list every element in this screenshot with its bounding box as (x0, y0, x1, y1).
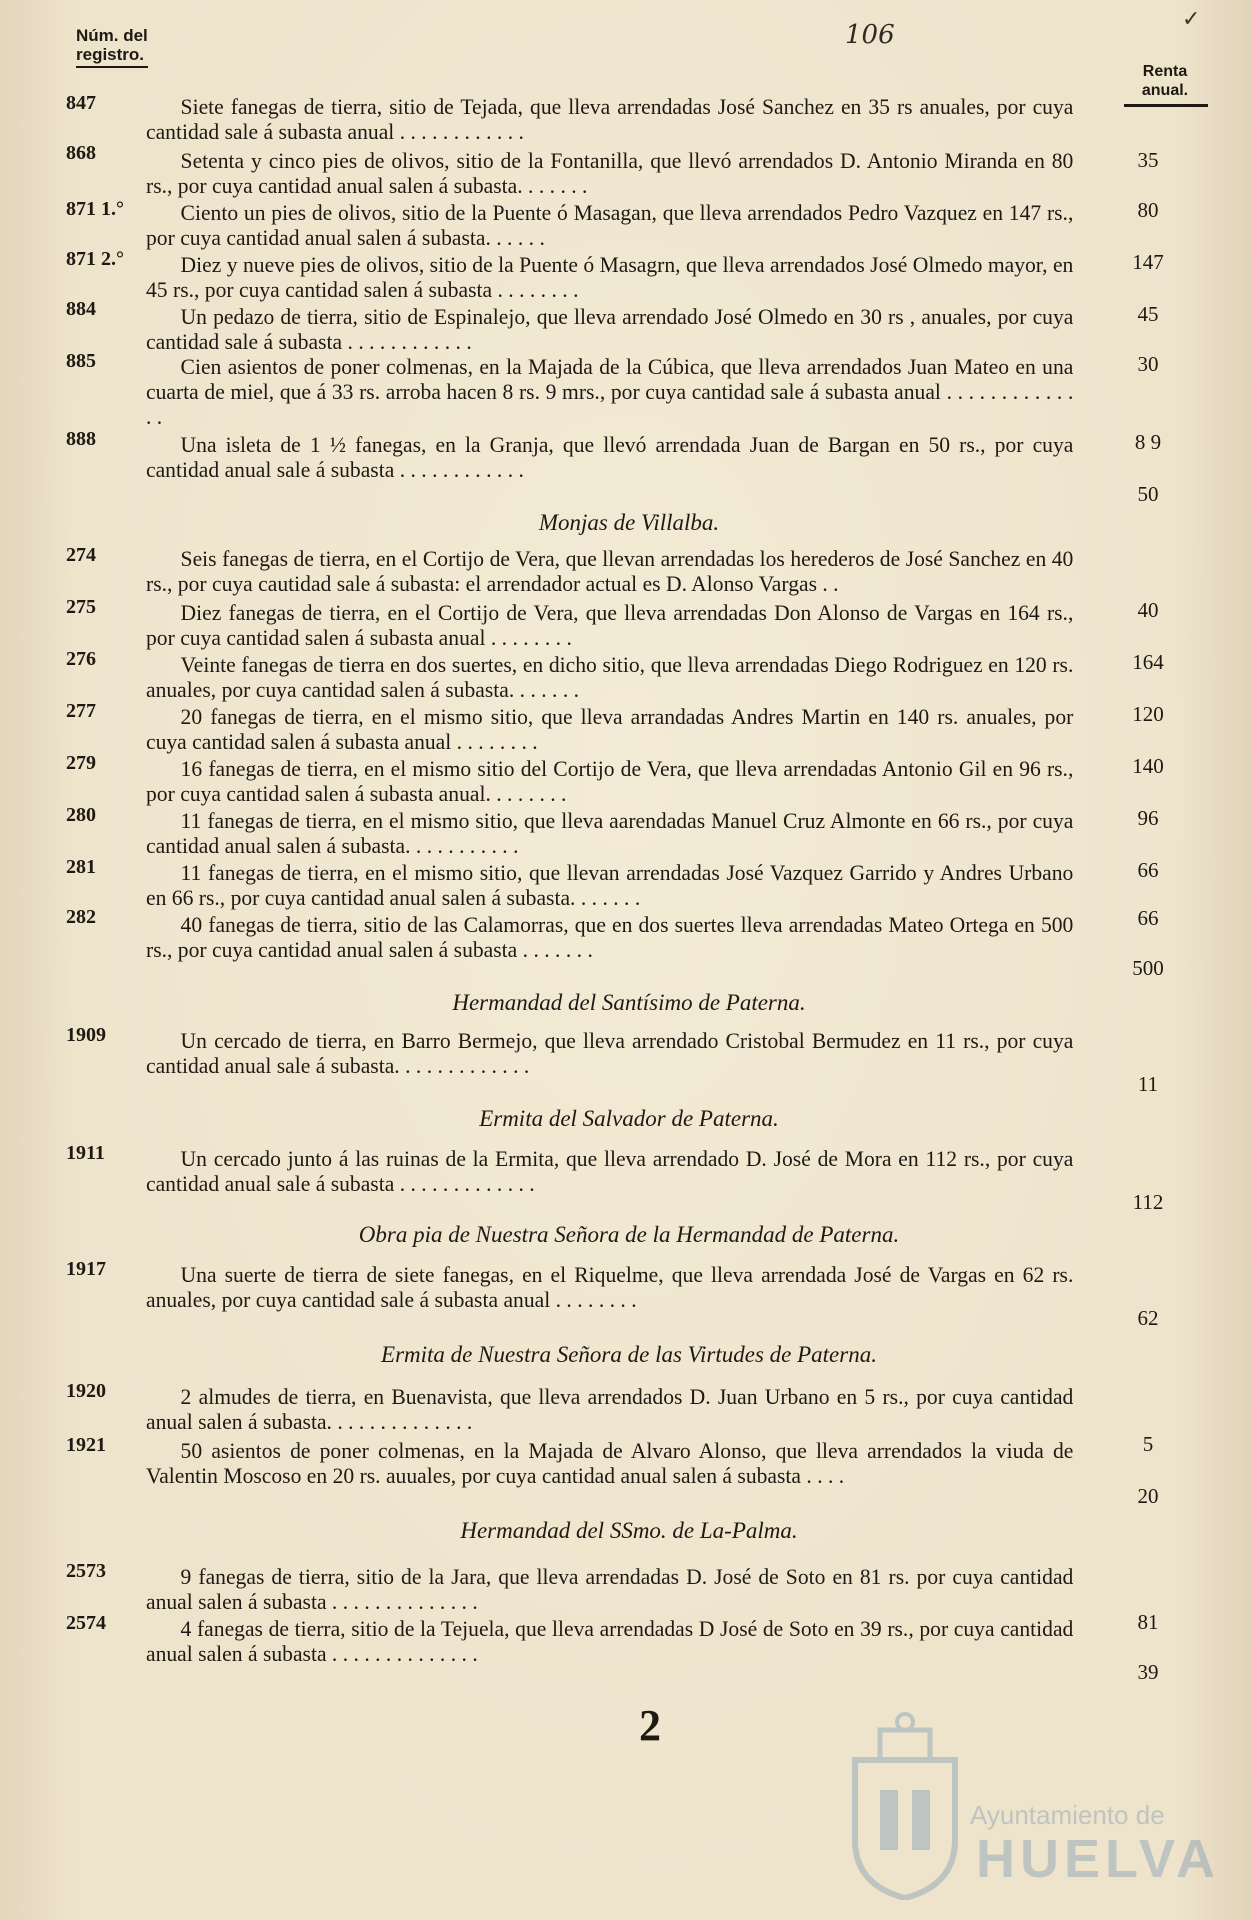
entry-text: 11 fanegas de tierra, en el mismo sitio, que lleva aarendadas Manuel Cruz Almonte en 66 rs., por cuya cantidad anual salen á subasta. . . . . . . . . . . (146, 808, 1074, 858)
entry-number: 847 (66, 92, 96, 114)
section-heading-ermita-virtudes-paterna: Ermita de Nuestra Señora de las Virtudes de Paterna. (381, 1342, 877, 1367)
entry-amount: 45 (1137, 302, 1159, 326)
entry-amount: 40 (1137, 598, 1159, 622)
entry-text: Un cercado junto á las ruinas de la Ermita, que lleva arrendado D. José de Mora en 112 rs., por cuya cantidad anual sale á subasta . . . . . . . . . . . . . (146, 1146, 1074, 1196)
entry-text: Seis fanegas de tierra, en el Cortijo de Vera, que llevan arrendadas los herederos de José Sanchez en 40 rs., por cuya cautidad sale á subasta: el arrendador actual es D. Alonso Vargas . . (146, 546, 1074, 596)
entry-text: Un pedazo de tierra, sitio de Espinalejo, que lleva arrendado José Olmedo en 30 rs , anuales, por cuya cantidad sale á subasta . . . . . . . . . . . . (146, 304, 1074, 354)
entry-text: 9 fanegas de tierra, sitio de la Jara, que lleva arrendadas D. José de Soto en 81 rs. por cuya cantidad anual salen á subasta . . . . . . . . . . . . . . (146, 1564, 1074, 1614)
entry-number: 276 (66, 648, 96, 670)
folio-number: 106 (845, 20, 895, 50)
entry-amount: 120 (1132, 702, 1164, 726)
section-heading-ermita-salvador-paterna: Ermita del Salvador de Paterna. (479, 1106, 779, 1131)
entry-text: 11 fanegas de tierra, en el mismo sitio, que llevan arrendadas José Vazquez Garrido y Andres Urbano en 66 rs., por cuya cantidad anual salen á subasta. . . . . . . (146, 860, 1074, 910)
entry-number: 2573 (66, 1560, 106, 1582)
entry-amount: 500 (1132, 956, 1164, 980)
entry-number: 282 (66, 906, 96, 928)
registry-number-header-line1: Núm. del (76, 26, 148, 45)
signature-mark: 2 (639, 1701, 661, 1750)
entry-number: 871 1.° (66, 198, 124, 220)
corner-check-mark: ✓ (1182, 6, 1201, 31)
entry-number: 871 2.° (66, 248, 124, 270)
entry-amount: 35 (1137, 148, 1159, 172)
header-rule (1124, 104, 1208, 107)
watermark-line1: Ayuntamiento de (970, 1800, 1165, 1830)
entry-number: 277 (66, 700, 96, 722)
section-heading-monjas-villalba: Monjas de Villalba. (538, 510, 720, 535)
entry-amount: 147 (1132, 250, 1164, 274)
watermark-line2: HUELVA (976, 1829, 1220, 1889)
entry-number: 888 (66, 428, 96, 450)
entry-amount: 80 (1137, 198, 1159, 222)
section-heading-hermandad-santisimo-paterna: Hermandad del Santísimo de Paterna. (452, 990, 806, 1015)
registry-number-header (76, 26, 148, 68)
entry-amount: 96 (1137, 806, 1159, 830)
entry-text: Veinte fanegas de tierra en dos suertes, en dicho sitio, que lleva arrendadas Diego Rodriguez en 120 rs. anuales, por cuya cantidad salen á subasta. . . . . . . (146, 652, 1074, 702)
entry-number: 868 (66, 142, 96, 164)
entry-number: 1920 (66, 1380, 106, 1402)
annual-rent-header (1128, 62, 1202, 107)
entry-amount: 62 (1137, 1306, 1159, 1330)
entry-amount: 66 (1137, 906, 1159, 930)
entry-number: 2574 (66, 1612, 106, 1634)
entry-number: 274 (66, 544, 96, 566)
watermark (840, 1710, 1220, 1900)
entry-number: 1921 (66, 1434, 106, 1456)
entry-amount: 5 (1142, 1432, 1154, 1456)
entry-text: Un cercado de tierra, en Barro Bermejo, que lleva arrendado Cristobal Bermudez en 11 rs., por cuya cantidad anual sale á subasta. . . . . . . . . . . . . (146, 1028, 1074, 1078)
entry-text: Siete fanegas de tierra, sitio de Tejada, que lleva arrendadas José Sanchez en 35 rs anuales, por cuya cantidad sale á subasta anual . . . . . . . . . . . . (146, 94, 1074, 144)
annual-rent-header-line2: anual. (1141, 82, 1189, 99)
entry-text: 2 almudes de tierra, en Buenavista, que lleva arrendados D. Juan Urbano en 5 rs., por cuya cantidad anual salen á subasta. . . . . . . . . . . . . . (146, 1384, 1074, 1434)
section-heading-obra-pia-paterna: Obra pia de Nuestra Señora de la Hermandad de Paterna. (358, 1222, 900, 1247)
entry-amount: 112 (1132, 1190, 1164, 1214)
entry-text: 50 asientos de poner colmenas, en la Majada de Alvaro Alonso, que lleva arrendados la viuda de Valentin Moscoso en 20 rs. auuales, por cuya cantidad anual salen á subasta . . . . (146, 1438, 1074, 1488)
section-heading-hermandad-la-palma: Hermandad del SSmo. de La-Palma. (460, 1518, 798, 1543)
entry-number: 281 (66, 856, 96, 878)
entry-text: 4 fanegas de tierra, sitio de la Tejuela, que lleva arrendadas D José de Soto en 39 rs., por cuya cantidad anual salen á subasta . . . . . . . . . . . . . . (146, 1616, 1074, 1666)
annual-rent-header-line1: Renta (1142, 63, 1188, 80)
entry-number: 885 (66, 350, 96, 372)
entry-amount: 20 (1137, 1484, 1159, 1508)
entry-text: Cien asientos de poner colmenas, en la Majada de la Cúbica, que lleva arrendados Juan Mateo en una cuarta de miel, que á 33 rs. arroba hacen 8 rs. 9 mrs., por cuya cantidad sale á subasta anual . . . . . . . . . . . . . . (146, 354, 1074, 429)
entry-text: Una isleta de 1 ½ fanegas, en la Granja, que llevó arrendada Juan de Bargan en 50 rs., por cuya cantidad anual sale á subasta . . . . . . . . . . . . (146, 432, 1074, 482)
entry-amount: 81 (1137, 1610, 1159, 1634)
entry-text: Diez y nueve pies de olivos, sitio de la Puente ó Masagrn, que lleva arrendados José Olmedo mayor, en 45 rs., por cuya cantidad salen á subasta . . . . . . . . (146, 252, 1074, 302)
entry-text: 16 fanegas de tierra, en el mismo sitio del Cortijo de Vera, que lleva arrendadas Antonio Gil en 96 rs., por cuya cantidad salen á subasta anual. . . . . . . . (146, 756, 1074, 806)
entry-number: 279 (66, 752, 96, 774)
coat-of-arms-icon (840, 1710, 970, 1900)
entry-text: Diez fanegas de tierra, en el Cortijo de Vera, que lleva arrendadas Don Alonso de Vargas en 164 rs., por cuya cantidad salen á subasta anual . . . . . . . . (146, 600, 1074, 650)
entry-amount: 164 (1132, 650, 1164, 674)
entry-text: 40 fanegas de tierra, sitio de las Calamorras, que en dos suertes lleva arrendadas Mateo Ortega en 500 rs., por cuya cantidad anual salen á subasta . . . . . . . (146, 912, 1074, 962)
entry-number: 1911 (66, 1142, 105, 1164)
entry-number: 1909 (66, 1024, 106, 1046)
entry-number: 884 (66, 298, 96, 320)
entry-text: Setenta y cinco pies de olivos, sitio de la Fontanilla, que llevó arrendados D. Antonio Miranda en 80 rs., por cuya cantidad anual salen á subasta. . . . . . . (146, 148, 1074, 198)
registry-number-header-line2: registro. (76, 45, 148, 68)
entry-amount: 30 (1137, 352, 1159, 376)
entry-amount: 8 9 (1134, 430, 1162, 454)
entry-amount: 50 (1137, 482, 1159, 506)
entry-text: Ciento un pies de olivos, sitio de la Puente ó Masagan, que lleva arrendados Pedro Vazquez en 147 rs., por cuya cantidad anual salen á subasta. . . . . . (146, 200, 1074, 250)
entry-text: Una suerte de tierra de siete fanegas, en el Riquelme, que lleva arrendada José de Vargas en 62 rs. anuales, por cuya cantidad sale á subasta anual . . . . . . . . (146, 1262, 1074, 1312)
entry-number: 1917 (66, 1258, 106, 1280)
entry-number: 280 (66, 804, 96, 826)
entry-amount: 140 (1132, 754, 1164, 778)
entry-amount: 39 (1137, 1660, 1159, 1684)
entry-text: 20 fanegas de tierra, en el mismo sitio, que lleva arrandadas Andres Martin en 140 rs. anuales, por cuya cantidad salen á subasta anual . . . . . . . . (146, 704, 1074, 754)
entry-amount: 66 (1137, 858, 1159, 882)
entry-amount: 11 (1137, 1072, 1159, 1096)
entry-number: 275 (66, 596, 96, 618)
